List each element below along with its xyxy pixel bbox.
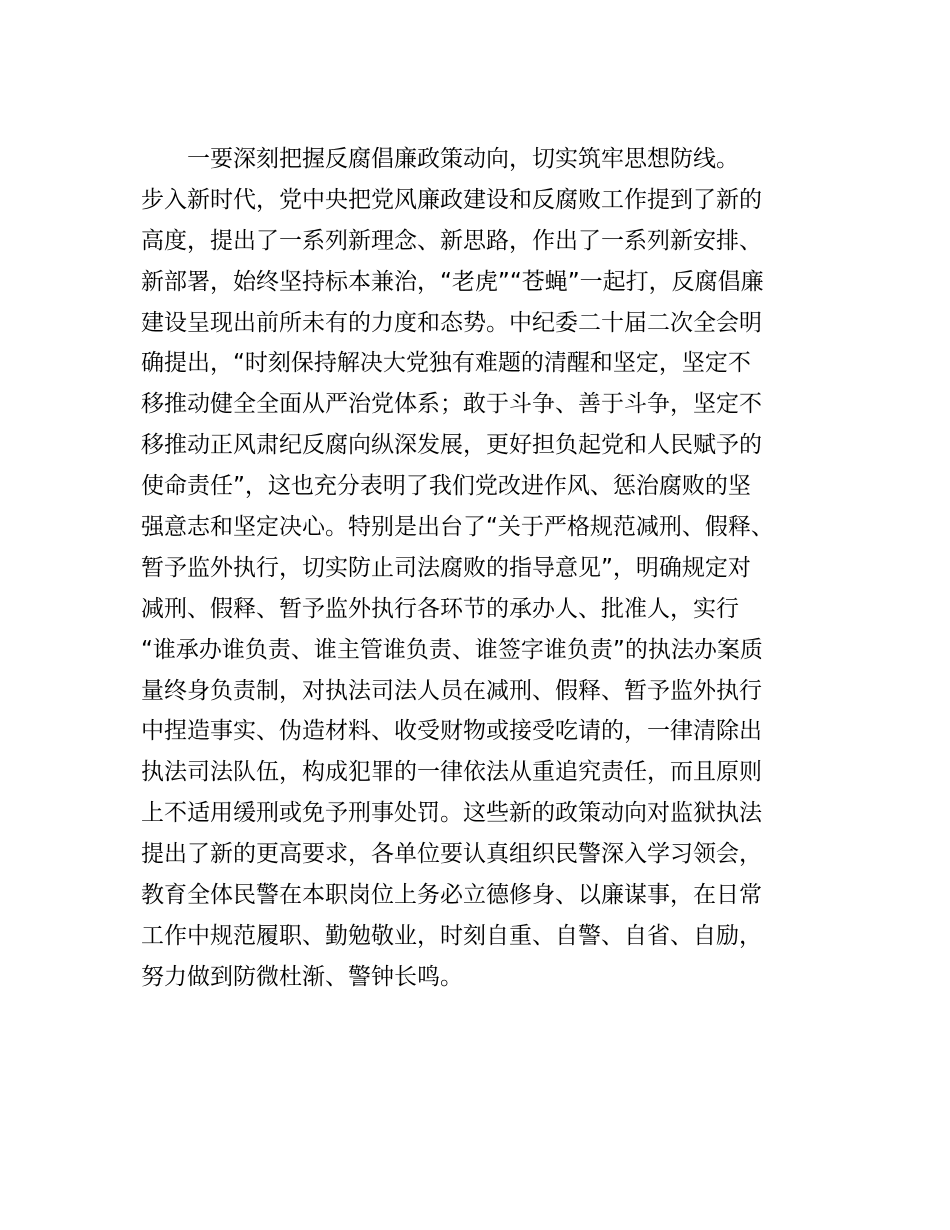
paragraph-line: 教育全体民警在本职岗位上务必立德修身、以廉谋事，在日常 — [141, 882, 762, 909]
paragraph-line: 提出了新的更高要求，各单位要认真组织民警深入学习领会， — [141, 841, 762, 868]
paragraph-line: 上不适用缓刑或免予刑事处罚。这些新的政策动向对监狱执法 — [141, 800, 762, 827]
paragraph-line: 高度，提出了一系列新理念、新思路，作出了一系列新安排、 — [141, 227, 762, 254]
paragraph-line: 移推动正风肃纪反腐向纵深发展，更好担负起党和人民赋予的 — [141, 432, 762, 459]
paragraph-line: 减刑、假释、暂予监外执行各环节的承办人、批准人，实行 — [141, 595, 739, 622]
body-paragraph — [141, 139, 831, 998]
paragraph-line: 使命责任”，这也充分表明了我们党改进作风、惩治腐败的坚 — [141, 473, 751, 500]
paragraph-line: 中捏造事实、伪造材料、收受财物或接受吃请的，一律清除出 — [141, 718, 762, 745]
paragraph-line: 新部署，始终坚持标本兼治，“老虎”“苍蝇”一起打，反腐倡廉 — [141, 268, 764, 295]
paragraph-line: 执法司法队伍，构成犯罪的一律依法从重追究责任，而且原则 — [141, 759, 762, 786]
paragraph-line: 量终身负责制，对执法司法人员在减刑、假释、暂予监外执行 — [141, 677, 762, 704]
paragraph-line: 步入新时代，党中央把党风廉政建设和反腐败工作提到了新的 — [141, 186, 762, 213]
paragraph-line: 建设呈现出前所未有的力度和态势。中纪委二十届二次全会明 — [141, 309, 762, 336]
paragraph-line: 强意志和坚定决心。特别是出台了“关于严格规范减刑、假释、 — [141, 514, 774, 541]
paragraph-line: 暂予监外执行，切实防止司法腐败的指导意见”，明确规定对 — [141, 554, 751, 581]
paragraph-line: 努力做到防微杜渐、警钟长鸣。 — [141, 963, 463, 990]
paragraph-line: 工作中规范履职、勤勉敬业，时刻自重、自警、自省、自励， — [141, 922, 762, 949]
paragraph-line: 确提出，“时刻保持解决大党独有难题的清醒和坚定，坚定不 — [141, 350, 751, 377]
paragraph-line: “谁承办谁负责、谁主管谁负责、谁签字谁负责”的执法办案质 — [141, 636, 763, 663]
paragraph-line: 一要深刻把握反腐倡廉政策动向，切实筑牢思想防线。 — [187, 146, 739, 172]
paragraph-line: 移推动健全全面从严治党体系；敢于斗争、善于斗争，坚定不 — [141, 391, 762, 418]
